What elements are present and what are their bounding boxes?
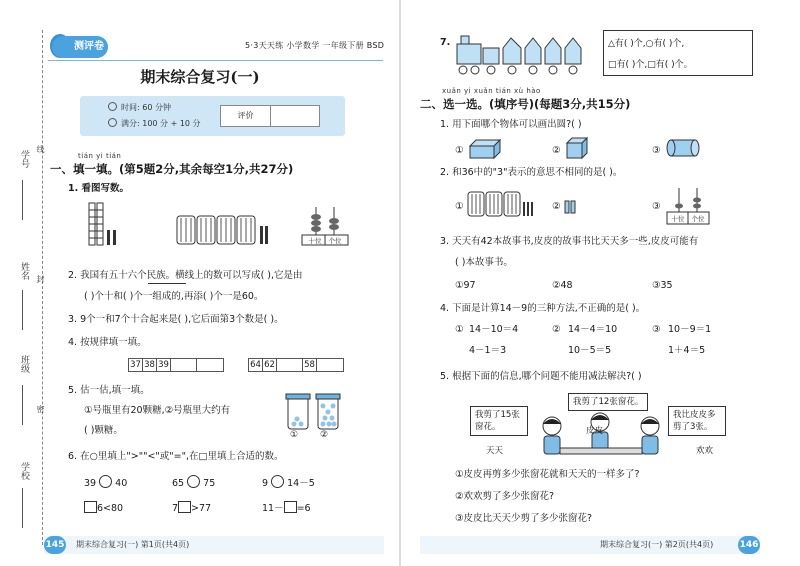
cube-image [565, 136, 589, 160]
cuboid-image [468, 138, 502, 160]
seq1-cell: 39 [157, 359, 171, 371]
seq1-blank[interactable] [171, 359, 197, 371]
abacus-label-ones: 个位 [328, 237, 342, 245]
compare-c2: 14－5 [287, 478, 315, 489]
r-q3-opt2[interactable]: ②48 [552, 280, 573, 291]
r-q4-opt1-l2: 4－1＝3 [469, 345, 507, 356]
speech-tiantian: 我剪了15张窗花。 [470, 406, 528, 436]
q7-number: 7. [440, 37, 451, 48]
speech-pipi: 我剪了12张窗花。 [568, 393, 648, 411]
compare-square[interactable] [178, 501, 191, 513]
abacus-label-tens: 十位 [308, 237, 322, 245]
sticks-bundles-image [85, 200, 125, 250]
r-q4-opt1[interactable] [455, 323, 464, 337]
jar1-label: ① [290, 430, 299, 440]
r-q1-opt1[interactable]: ① [455, 145, 464, 156]
r-q4-opt2-l2: 10－5＝5 [568, 345, 612, 356]
full-score-line [108, 118, 201, 129]
compare-item-3 [262, 475, 315, 491]
r-q5-text: 5. 根据下面的信息,哪个问题不能用减法解决?( ) [440, 371, 642, 382]
children-cutting-image [530, 412, 670, 462]
r-q3-line1: 3. 天天有42本故事书,皮皮的故事书比天天多一些,皮皮可能有 [440, 236, 699, 247]
name-tiantian: 天天 [486, 446, 504, 456]
compare-f2: =6 [296, 503, 311, 514]
r-q2-opt2[interactable]: ② [552, 201, 561, 212]
header-divider [48, 60, 383, 61]
section2-pinyin: xuǎn yi xuǎn tián xù hào [442, 87, 541, 95]
page-title: 期末综合复习(一) [140, 68, 260, 86]
compare-square[interactable] [84, 501, 97, 513]
compare-item-5 [172, 501, 211, 516]
r-q1-opt2[interactable]: ② [552, 145, 561, 156]
r-q4-opt3-num: ③ [652, 324, 661, 335]
xuexiao-field[interactable] [22, 488, 23, 528]
compare-circle[interactable] [187, 475, 200, 488]
binding-label-xuehao: 学号 [19, 150, 29, 168]
compare-b2: 75 [203, 478, 216, 489]
page-number: 145 [44, 536, 66, 554]
score-label: 评价 [221, 106, 271, 126]
compare-f1: 11－ [262, 503, 284, 514]
time-line [108, 102, 171, 113]
r-q1-opt3[interactable]: ③ [652, 145, 661, 156]
q2-line2: ( )个十和( )个一组成的,再添( )个一是60。 [84, 291, 264, 302]
binding-label-banji: 班级 [19, 355, 29, 373]
r-q2-text: 2. 和36中的"3"表示的意思不相同的是( )。 [440, 167, 623, 178]
compare-c1: 9 [262, 478, 269, 489]
section2-title: 二、选一选。(填序号)(每题3分,共15分) [420, 97, 631, 111]
speech-huanhuan: 我比皮皮多剪了3张。 [668, 406, 726, 436]
seq2-blank[interactable] [277, 359, 303, 371]
compare-a1: 39 [84, 478, 97, 489]
stick-bundles-q2-image [466, 190, 536, 220]
time-text: 时间: 60 分钟 [121, 103, 171, 112]
r-q5-opt2[interactable]: ②欢欢剪了多少张窗花? [455, 491, 555, 502]
r-q3-opt3[interactable]: ③35 [652, 280, 673, 291]
r-q1-text: 1. 用下面哪个物体可以画出圆?( ) [440, 119, 582, 130]
r-q2-opt1[interactable]: ① [455, 201, 464, 212]
compare-item-4 [84, 501, 123, 516]
q5-line3: ( )颗糖。 [84, 425, 123, 436]
binding-label-xuexiao: 学校 [19, 462, 29, 480]
binding-char-feng: 封 [36, 275, 45, 283]
page-number: 146 [738, 536, 760, 554]
seq2-cell: 62 [263, 359, 277, 371]
cylinder-image [665, 138, 701, 158]
compare-item-2 [172, 475, 215, 491]
r-q3-line2: ( )本故事书。 [455, 257, 513, 268]
r-q4-opt1-l1: 14－10＝4 [469, 324, 519, 335]
compare-square[interactable] [284, 501, 297, 513]
q2-abacus-tens: 十位 [671, 215, 685, 223]
compare-item-1 [84, 475, 127, 491]
name-huanhuan: 欢欢 [696, 446, 714, 456]
train-shapes-image [455, 30, 600, 78]
seq2-blank[interactable] [317, 359, 343, 371]
counter-blocks-image [564, 200, 576, 214]
footer-text: 期末综合复习(一) 第1页(共4页) [76, 540, 190, 549]
section1-pinyin: tián yi tián [78, 152, 122, 160]
q6-text: 6. 在○里填上">""<"或"=",在□里填上合适的数。 [68, 451, 284, 462]
seq2-cell: 64 [249, 359, 263, 371]
q4-text: 4. 按规律填一填。 [68, 337, 147, 348]
compare-circle[interactable] [271, 475, 284, 488]
sequence-row-2 [248, 358, 344, 372]
candy-jars-image [283, 392, 343, 434]
r-q3-opt1[interactable]: ①97 [455, 280, 476, 291]
r-q5-opt3[interactable]: ③皮皮比天天少剪了多少张窗花? [455, 513, 593, 524]
footer-text: 期末综合复习(一) 第2页(共4页) [600, 540, 714, 549]
r-q5-opt1[interactable]: ①皮皮再剪多少张窗花就和天天的一样多了? [455, 469, 640, 480]
score-box[interactable] [220, 105, 320, 127]
compare-b1: 65 [172, 478, 185, 489]
r-q4-text: 4. 下面是计算14－9的三种方法,不正确的是( )。 [440, 303, 646, 314]
q7-line2: □有( )个,□有( )个。 [608, 60, 693, 70]
bundled-sticks-image [175, 212, 270, 248]
r-q4-opt2-l1: 14－4＝10 [568, 324, 618, 335]
q5-line1: 5. 估一估,填一填。 [68, 385, 150, 396]
info-box [80, 96, 345, 136]
jar2-label: ② [320, 430, 329, 440]
r-q4-opt2[interactable] [552, 323, 561, 337]
compare-item-6 [262, 501, 311, 516]
sequence-row-1 [128, 358, 224, 372]
compare-a2: 40 [115, 478, 128, 489]
q2-underline [148, 283, 186, 284]
q2-line1: 2. 我国有五十六个民族。横线上的数可以写成( ),它是由 [68, 270, 303, 281]
q2-abacus-ones: 个位 [691, 215, 705, 223]
r-q4-opt2-num: ② [552, 324, 561, 335]
xuehao-field[interactable] [22, 180, 23, 220]
q5-line2: ①号瓶里有20颗糖,②号瓶里大约有 [84, 405, 231, 416]
compare-e2: >77 [191, 503, 212, 514]
r-q2-opt3[interactable]: ③ [652, 201, 661, 212]
compare-e1: 7 [172, 503, 179, 514]
section1-title: 一、填一填。(第5题2分,其余每空1分,共27分) [50, 162, 294, 176]
seq1-cell: 37 [129, 359, 143, 371]
binding-char-mi: 密 [36, 405, 45, 413]
check-icon [108, 118, 117, 127]
r-q4-opt3-l1: 10－9＝1 [668, 324, 712, 335]
q1-text: 1. 看图写数。 [68, 183, 130, 194]
seq1-blank[interactable] [197, 359, 223, 371]
name-pipi: 皮皮 [586, 426, 604, 436]
r-q4-opt1-num: ① [455, 324, 464, 335]
binding-dashed-line [42, 30, 43, 545]
seq1-cell: 38 [143, 359, 157, 371]
test-badge: 测评卷 [52, 36, 108, 58]
banji-field[interactable] [22, 385, 23, 425]
seq2-cell: 58 [303, 359, 317, 371]
compare-circle[interactable] [99, 475, 112, 488]
r-q4-opt3-l2: 1＋4＝5 [668, 345, 706, 356]
header-info: 5·3天天练 小学数学 一年级下册 BSD [245, 41, 385, 50]
q3-text: 3. 9个一和7个十合起来是( ),它后面第3个数是( )。 [68, 314, 284, 325]
compare-d1: 6<80 [97, 503, 124, 514]
full-score-text: 满分: 100 分 + 10 分 [121, 119, 201, 128]
q7-answer-box [603, 30, 753, 76]
clock-icon [108, 102, 117, 111]
r-q4-opt3[interactable] [652, 323, 661, 337]
q7-line1: △有( )个,○有( )个, [608, 39, 685, 49]
xingming-field[interactable] [22, 290, 23, 330]
binding-char-ding: 线 [36, 145, 45, 153]
binding-label-xingming: 姓名 [19, 262, 29, 280]
right-page [400, 0, 800, 566]
